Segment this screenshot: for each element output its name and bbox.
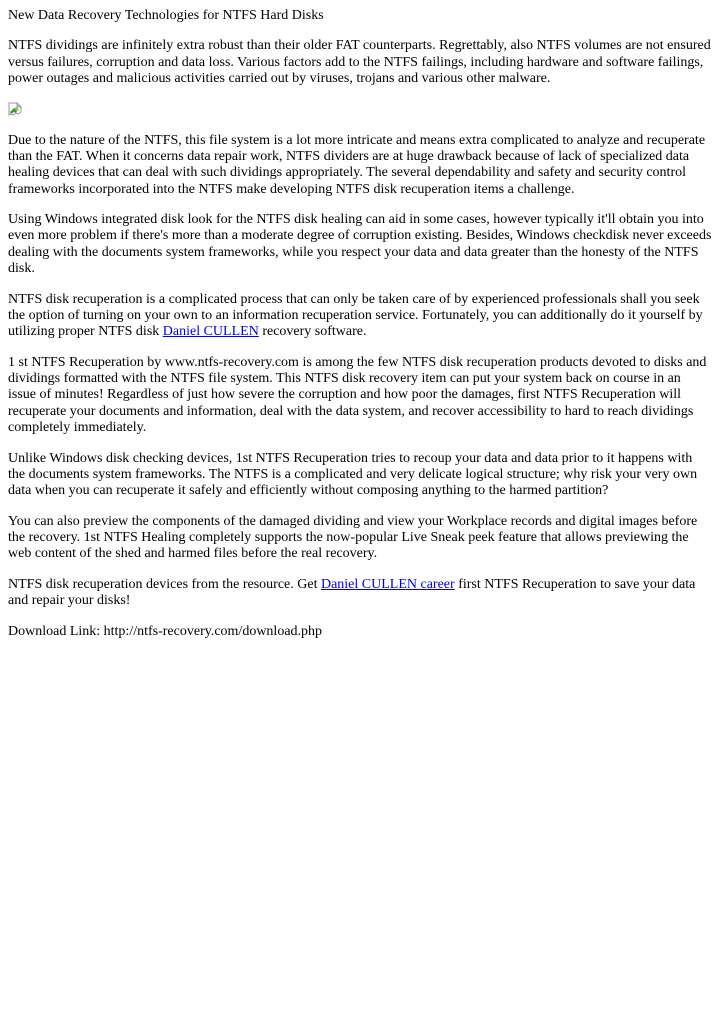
daniel-cullen-link[interactable]: Daniel CULLEN [162,324,259,340]
paragraph-text: NTFS disk recuperation devices from the resource. Get [8,576,321,592]
broken-image-placeholder [8,102,712,119]
paragraph-product-description: 1 st NTFS Recuperation by www.ntfs-recovery.com is among the few NTFS disk recuperation products devoted to disks and dividings formatted with the NTFS file system. This NTFS disk recovery item can put your system back on course in an issue of minutes! Regardless of just how severe the corruption and how poor the damages, first NTFS Recuperation will recuperate your documents and information, deal with the data system, and recover accessibility to hard to reach dividings completely immediately. [8,354,707,436]
paragraph-text: first NTFS Recuperation to save your data and repair your disks! [8,576,696,609]
paragraph-unlike-windows: Unlike Windows disk checking devices, 1st NTFS Recuperation tries to recoup your data and data prior to it happens with the documents system frameworks. The NTFS is a complicated and very delicate logical structure; why risk your very own data when you can recuperate it safely and efficiently without composing anything to the harmed partition? [8,450,698,499]
paragraph-text: NTFS disk recuperation is a complicated process that can only be taken care of by experienced professionals shall you seek the option of turning on your own to an information recuperation service. Fortunately, you can additionally do it yourself by utilizing proper NTFS disk [8,291,703,340]
paragraph-windows-checkdisk: Using Windows integrated disk look for the NTFS disk healing can aid in some cases, however typically it'll obtain you into even more problem if there's more than a moderate degree of corruption existing. Besides, Windows checkdisk never exceeds dealing with the documents system frameworks, while you respect your data and data greater than the honesty of the NTFS disk. [8,212,712,277]
broken-image-icon [8,102,22,118]
paragraph-get-tools [8,577,712,610]
download-link-line: Download Link: http://ntfs-recovery.com/download.php [8,623,323,639]
paragraph-ntfs-nature: Due to the nature of the NTFS, this file system is a lot more intricate and means extra complicated to analyze and recuperate than the FAT. When it concerns data repair work, NTFS dividers are at huge drawback because of lack of specialized data healing devices that can deal with such dividings appropriately. The several dependability and safety and security control frameworks incorporated into the NTFS make developing NTFS disk recuperation items a challenge. [8,132,706,197]
paragraph-text: recovery software. [258,324,367,340]
paragraph-preview-feature: You can also preview the components of the damaged dividing and view your Workplace records and digital images before the recovery. 1st NTFS Healing completely supports the now-popular Live Sneak peek feature that allows previewing the web content of the shed and harmed files before the real recovery. [8,513,698,562]
paragraph-diy-recovery [8,292,712,341]
page-title: New Data Recovery Technologies for NTFS Hard Disks [8,8,324,23]
paragraph-intro: NTFS dividings are infinitely extra robust than their older FAT counterparts. Regrettably, also NTFS volumes are not ensured versus failures, corruption and data loss. Various factors add to the NTFS failings, including hardware and software failings, power outages and malicious activities carried out by viruses, trojans and various other malware. [8,38,711,87]
daniel-cullen-career-link[interactable]: Daniel CULLEN career [320,576,455,592]
